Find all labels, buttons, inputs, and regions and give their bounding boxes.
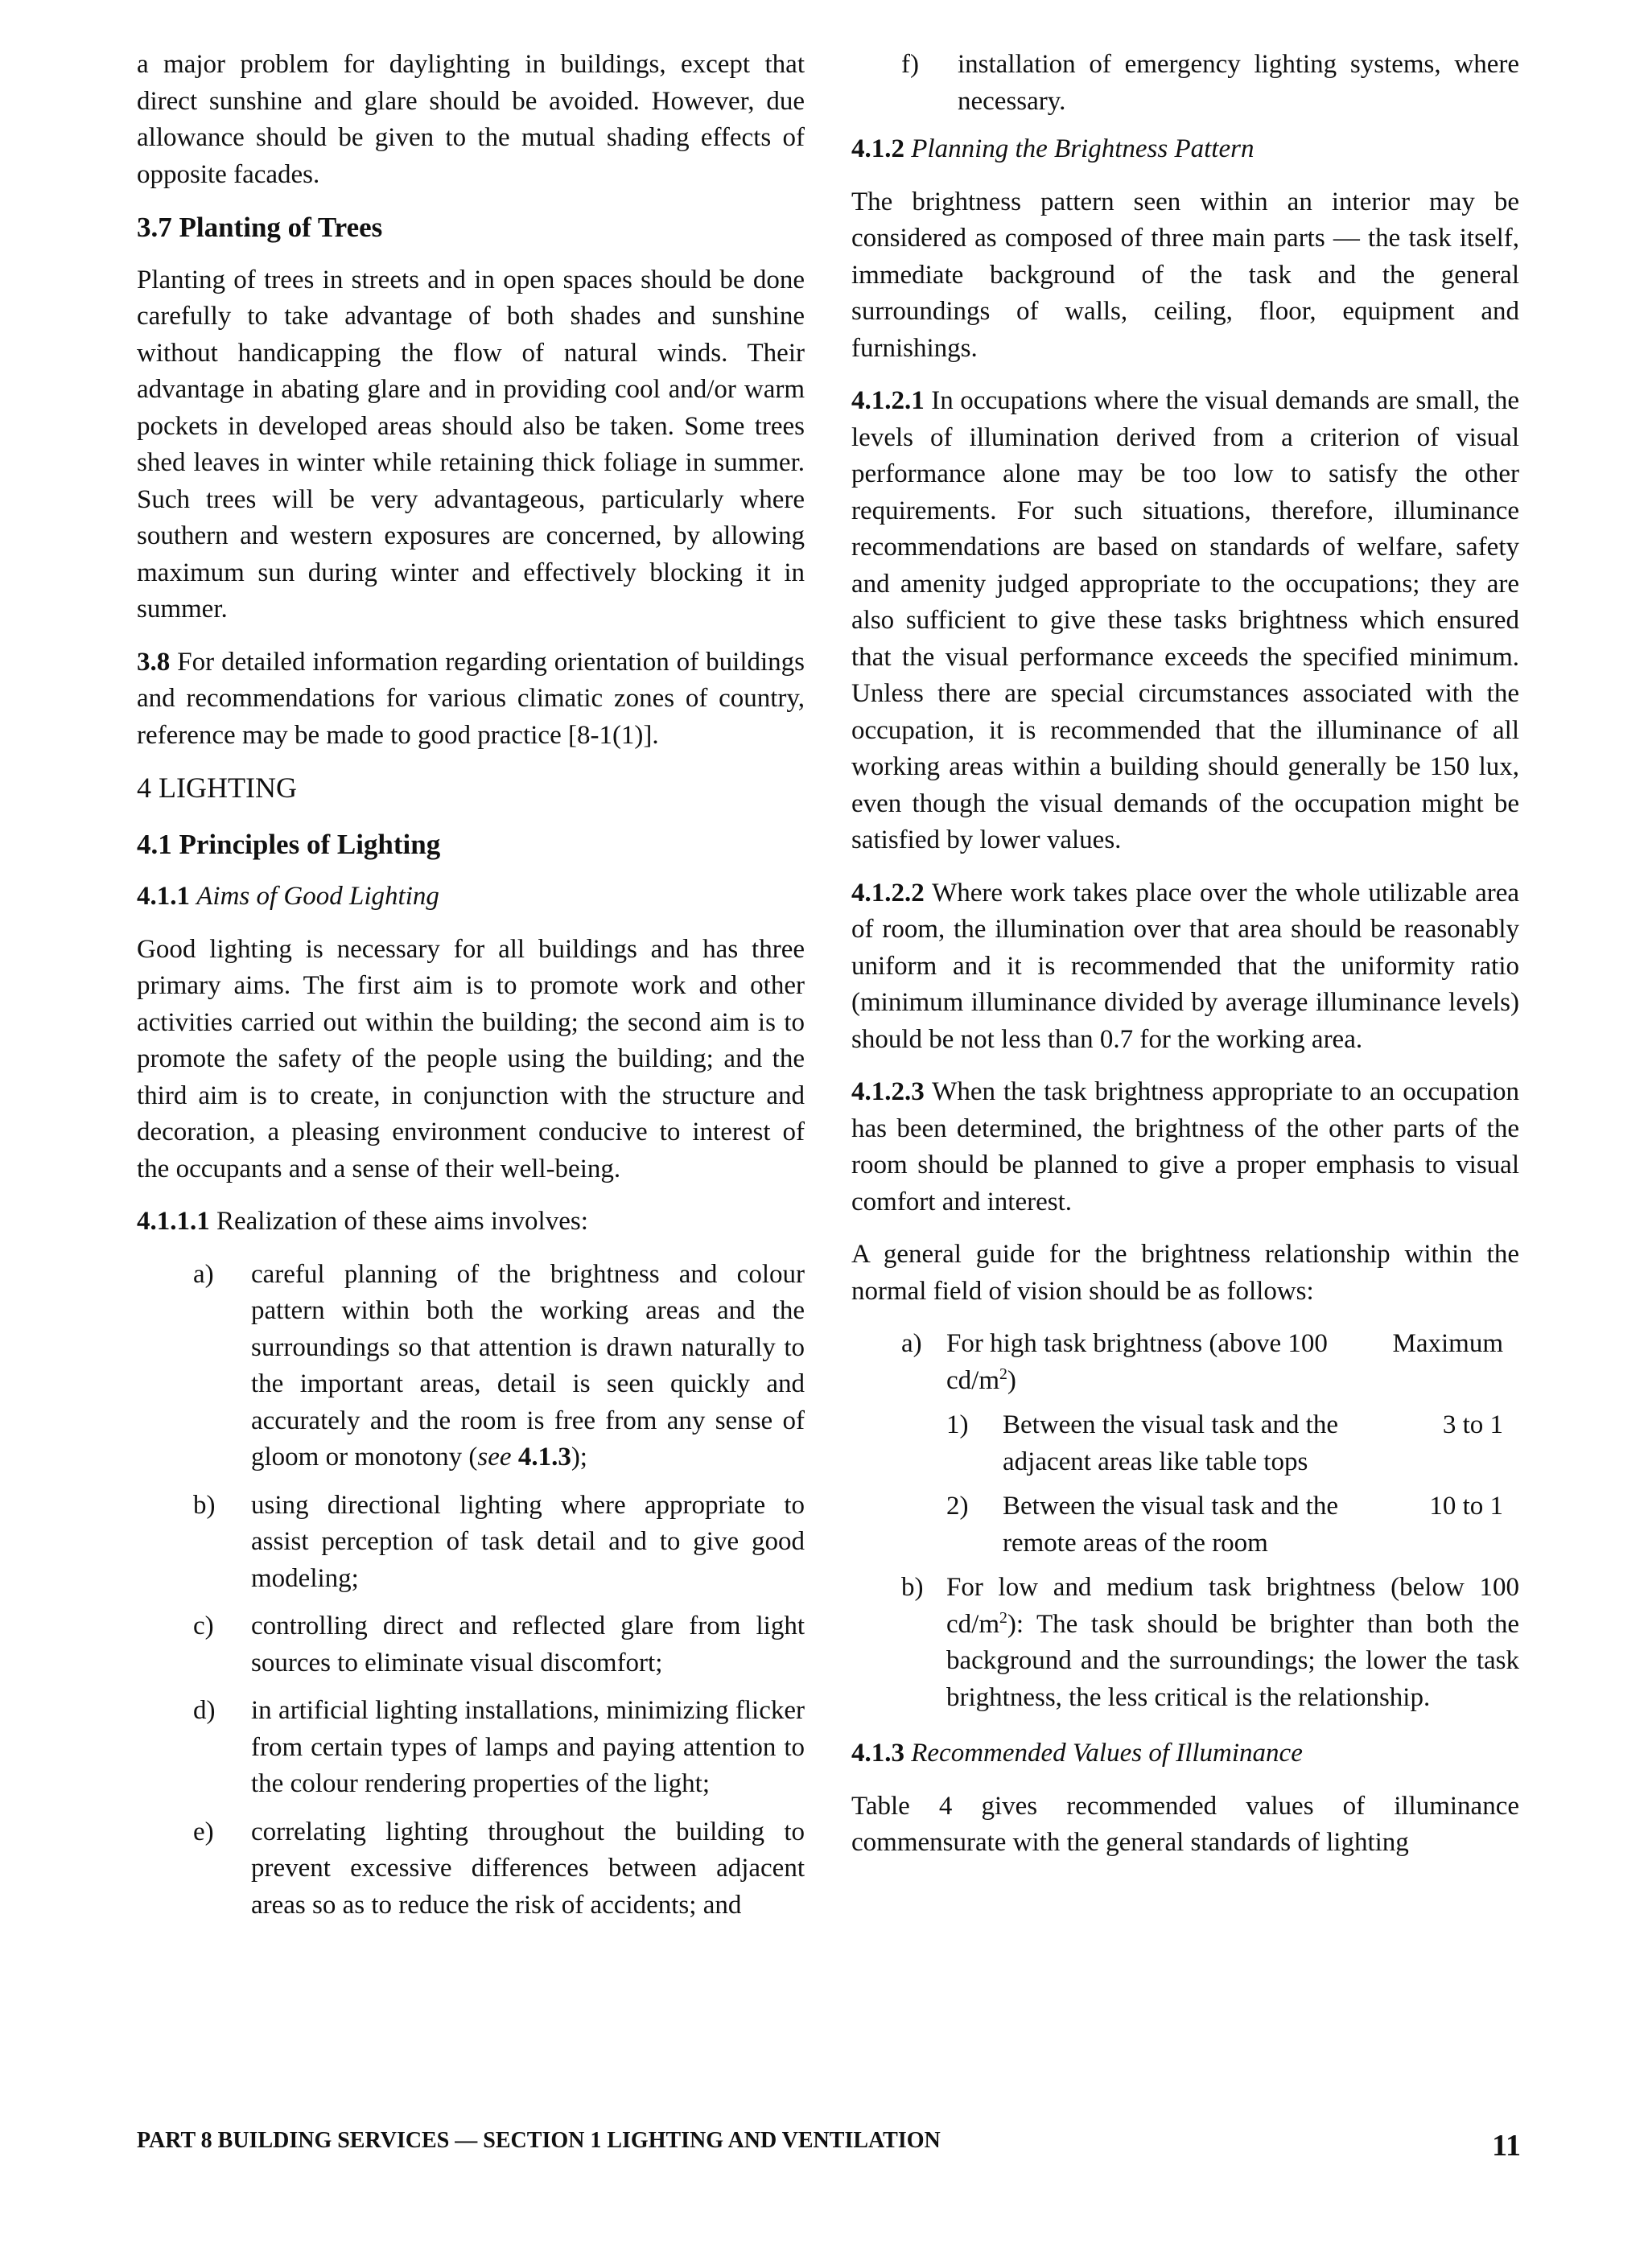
guide-value: 3 to 1: [1442, 1410, 1503, 1439]
clause-number: 4.1.3: [851, 1739, 904, 1768]
clause-number: 4.1.2.1: [851, 386, 925, 415]
guide-text: For high task brightness (above 100 cd/m: [946, 1329, 1328, 1395]
guide-text: Between the visual task and the remote areas of the room: [1003, 1492, 1338, 1558]
guide-subrow-2: [946, 1488, 1519, 1562]
clause-number: 4.1.2.3: [851, 1077, 925, 1106]
guide-label: a): [901, 1329, 922, 1358]
guide-text: For low and medium task brightness (below 100 cd/m: [946, 1573, 1519, 1639]
list-item: [137, 1814, 805, 1924]
paragraph-4-1-2-3: [851, 1074, 1519, 1220]
brightness-guide: [901, 1326, 1519, 1716]
guide-label: b): [901, 1573, 924, 1602]
clause-title: Aims of Good Lighting: [196, 882, 439, 911]
clause-text: For detailed information regarding orientation of buildings and recommendations for various climatic zones of country, reference may be made to good practice [8-1(1)].: [137, 647, 805, 750]
page-footer: [137, 2128, 1521, 2163]
clause-title: Recommended Values of Illuminance: [911, 1739, 1303, 1768]
see-word: see: [477, 1443, 512, 1472]
clause-text: In occupations where the visual demands are small, the levels of illumination derived from a criterion of visual performance alone may be too low to satisfy the other requirements. For such situations, therefore, illuminance recommendations are based on standards of welfare, safety and amenity judged appropriate to the occupations; they are also sufficient to give these tasks brightness which ensured that the visual performance exceeds the specified minimum. Unless there are special circumstances associated with the occupation, it is recommended that the illuminance of all working areas within a building should generally be 150 lux, even though the visual demands of the occupation might be satisfied by lower values.: [851, 386, 1520, 854]
list-label: a): [193, 1259, 214, 1289]
list-text: using directional lighting where appropriate to assist perception of task detail and to give good modeling;: [251, 1490, 805, 1593]
list-label: c): [193, 1611, 214, 1640]
paragraph-3-8: [137, 644, 805, 755]
guide-text: Between the visual task and the adjacent areas like table tops: [1003, 1410, 1338, 1476]
list-tail: );: [571, 1443, 587, 1472]
intro-paragraph: a major problem for daylighting in buildings, except that direct sunshine and glare should be avoided. However, due allowance should be given to the mutual shading effects of opposite facades.: [137, 50, 805, 189]
list-label: e): [193, 1817, 214, 1846]
list-text: installation of emergency lighting systems, where necessary.: [958, 50, 1519, 116]
superscript: 2: [999, 1608, 1007, 1627]
paragraph-3-7: Planting of trees in streets and in open spaces should be done carefully to take advantage of both shades and sunshine without handicapping the flow of natural winds. Their advantage in abating glare and in providing cool and/or warm pockets in developed areas should also be taken. Some trees shed leaves in winter while retaining thick foliage in summer. Such trees will be very advantageous, particularly where southern and western exposures are concerned, by allowing maximum sun during winter and effectively blocking it in summer.: [137, 265, 805, 624]
guide-close: ): [1007, 1365, 1016, 1395]
list-item: a) careful planning of the brightness and colour pattern within both the working areas and the surroundings so that attention is drawn naturally to the important areas, detail is seen quickly and accurately and the room is free from any sense of gloom or monotony (see 4.1.3);: [137, 1257, 805, 1476]
guide-value: Maximum: [1392, 1329, 1503, 1358]
guide-label: 2): [946, 1492, 969, 1521]
footer-title: PART 8 BUILDING SERVICES — SECTION 1 LIGHTING AND VENTILATION: [137, 2128, 941, 2153]
clause-text: Realization of these aims involves:: [216, 1207, 588, 1236]
superscript: 2: [999, 1365, 1007, 1383]
subheading-4-1-2: [851, 131, 1519, 168]
list-item-f: [851, 47, 1519, 120]
list-text: careful planning of the brightness and colour pattern within both the working areas and the surroundings so that attention is drawn naturally to the important areas, detail is seen quickly and accurately and the room is free from any sense of gloom or monotony: [251, 1259, 805, 1472]
clause-text: When the task brightness appropriate to an occupation has been determined, the brightness of the other parts of the room should be planned to give a proper emphasis to visual comfort and interest.: [851, 1077, 1520, 1216]
guide-row-a: [901, 1326, 1519, 1399]
list-text: controlling direct and reflected glare from light sources to eliminate visual discomfort;: [251, 1611, 805, 1677]
clause-title: Planning the Brightness Pattern: [911, 134, 1255, 163]
heading-3-7: 3.7 Planting of Trees: [137, 212, 383, 243]
clause-number: 4.1.2.2: [851, 878, 925, 908]
paragraph-4-1-3: Table 4 gives recommended values of illuminance commensurate with the general standards of lighting: [851, 1791, 1519, 1857]
guide-value: 10 to 1: [1429, 1492, 1503, 1521]
subheading-4-1-1: [137, 879, 805, 916]
clause-number: 3.8: [137, 647, 171, 677]
list-text: correlating lighting throughout the building to prevent excessive differences between adjacent areas so as to reduce the risk of accidents; and: [251, 1817, 805, 1920]
right-column: [851, 47, 1519, 1878]
paragraph-4-1-1: Good lighting is necessary for all buildings and has three primary aims. The first aim is to promote work and other activities carried out within the building; the second aim is to promote the safety of the people using the building; and the third aim is to create, in conjunction with the structure and decoration, a pleasing environment conducive to interest of the occupants and a sense of their well-being.: [137, 934, 805, 1183]
subheading-4-1-3: [851, 1735, 1519, 1772]
list-item: [137, 1693, 805, 1803]
page-number: 11: [1492, 2129, 1521, 2163]
clause-number: 4.1.1.1: [137, 1207, 210, 1236]
clause-number: 4.1.2: [851, 134, 904, 163]
list-item: [137, 1488, 805, 1598]
guide-intro: A general guide for the brightness relationship within the normal field of vision should be as follows:: [851, 1240, 1519, 1306]
list-text: in artificial lighting installations, minimizing flicker from certain types of lamps and paying attention to the colour rendering properties of the light;: [251, 1696, 805, 1798]
paragraph-4-1-2: The brightness pattern seen within an interior may be considered as composed of three main parts — the task itself, immediate background of the task and the general surroundings of walls, ceiling, floor, equipment and furnishings.: [851, 187, 1519, 363]
guide-row-b: [901, 1570, 1519, 1716]
clause-number: 4.1.1: [137, 882, 190, 911]
cross-reference: 4.1.3: [517, 1443, 571, 1472]
heading-4-1: 4.1 Principles of Lighting: [137, 828, 441, 860]
list-item: [137, 1608, 805, 1681]
list-label: f): [901, 50, 919, 79]
guide-text-cont: ): The task should be brighter than both the background and the surroundings; the lower the task brightness, the less critical is the relationship.: [946, 1609, 1519, 1712]
list-label: d): [193, 1696, 216, 1725]
list-label: b): [193, 1490, 216, 1520]
clause-text: Where work takes place over the whole utilizable area of room, the illumination over that area should be reasonably uniform and it is recommended that the uniformity ratio (minimum illuminance divided by average illuminance levels) should be not less than 0.7 for the working area.: [851, 878, 1520, 1054]
paragraph-4-1-2-2: [851, 875, 1519, 1059]
paragraph-4-1-2-1: [851, 383, 1519, 859]
guide-label: 1): [946, 1410, 969, 1439]
heading-4-lighting: 4 LIGHTING: [137, 772, 297, 804]
paragraph-4-1-1-1: [137, 1204, 805, 1241]
left-column: [137, 47, 805, 1935]
guide-subrow-1: [946, 1407, 1519, 1480]
